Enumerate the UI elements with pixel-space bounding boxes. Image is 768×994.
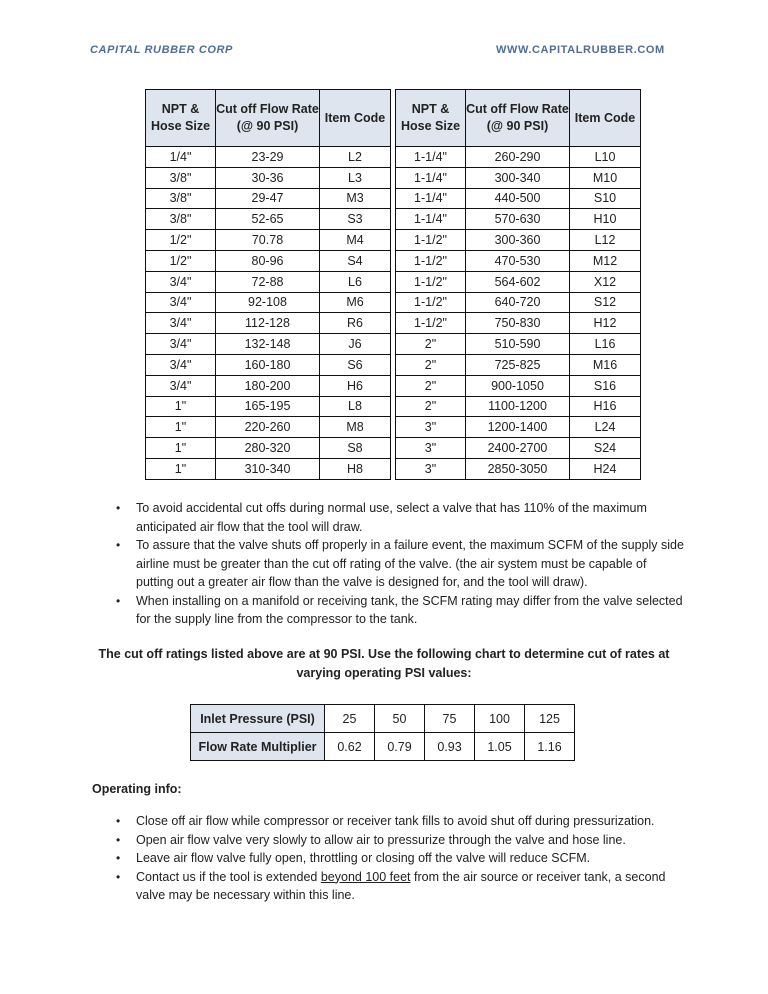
cell-flow-rate: 900-1050 — [466, 375, 570, 396]
cell-flow-rate: 2400-2700 — [466, 438, 570, 459]
cell-hose-size: 1-1/2" — [396, 250, 466, 271]
multiplier-label: Flow Rate Multiplier — [191, 733, 325, 761]
cell-item-code: S8 — [320, 438, 391, 459]
cell-flow-rate: 300-340 — [466, 167, 570, 188]
table-row — [396, 334, 641, 355]
table-row — [396, 396, 641, 417]
cell-flow-rate: 132-148 — [216, 334, 320, 355]
cell-flow-rate: 80-96 — [216, 250, 320, 271]
cell-hose-size: 3/8" — [146, 209, 216, 230]
cell-flow-rate: 180-200 — [216, 375, 320, 396]
table-row — [146, 375, 391, 396]
cell-item-code: H12 — [570, 313, 641, 334]
cell-hose-size: 1-1/2" — [396, 230, 466, 251]
list-item — [114, 536, 684, 592]
cell-hose-size: 1" — [146, 458, 216, 479]
cell-flow-rate: 640-720 — [466, 292, 570, 313]
cell-hose-size: 3/4" — [146, 354, 216, 375]
bullet-icon: • — [116, 851, 121, 865]
col-header-size: NPT & Hose Size — [146, 90, 216, 147]
cell-hose-size: 3/4" — [146, 375, 216, 396]
cell-item-code: L24 — [570, 417, 641, 438]
cell-flow-rate: 2850-3050 — [466, 458, 570, 479]
cell-flow-rate: 310-340 — [216, 458, 320, 479]
col-header-flow: Cut off Flow Rate (@ 90 PSI) — [466, 90, 570, 147]
cell-flow-rate: 30-36 — [216, 167, 320, 188]
table-row — [146, 167, 391, 188]
spec-table-left-body — [146, 147, 391, 480]
bullet-icon: • — [116, 814, 121, 828]
operating-text: Close off air flow while compressor or receiver tank fills to avoid shut off during pressurization. — [136, 814, 655, 828]
col-header-code: Item Code — [570, 90, 641, 147]
pressure-cell: 100 — [475, 705, 525, 733]
cell-flow-rate: 165-195 — [216, 396, 320, 417]
list-item — [114, 831, 684, 850]
cell-item-code: S6 — [320, 354, 391, 375]
table-row — [396, 250, 641, 271]
cell-hose-size: 1-1/4" — [396, 167, 466, 188]
cell-hose-size: 2" — [396, 396, 466, 417]
cell-item-code: M6 — [320, 292, 391, 313]
company-name: CAPITAL RUBBER CORP — [90, 44, 233, 56]
table-row — [146, 396, 391, 417]
cell-hose-size: 2" — [396, 375, 466, 396]
guidance-text: When installing on a manifold or receiving tank, the SCFM rating may differ from the valve selected for the supply line from the compressor to the tank. — [136, 593, 683, 626]
cell-hose-size: 1/2" — [146, 230, 216, 251]
cell-item-code: L12 — [570, 230, 641, 251]
table-row — [146, 209, 391, 230]
cell-item-code: M16 — [570, 354, 641, 375]
cell-item-code: L3 — [320, 167, 391, 188]
cell-hose-size: 3" — [396, 458, 466, 479]
spec-table-left-header — [146, 90, 391, 147]
bullet-icon: • — [116, 501, 121, 515]
operating-text-start: Contact us if the tool is extended — [136, 869, 321, 884]
cell-hose-size: 3/8" — [146, 167, 216, 188]
cell-hose-size: 1-1/4" — [396, 188, 466, 209]
cell-hose-size: 3" — [396, 438, 466, 459]
cell-hose-size: 3/8" — [146, 188, 216, 209]
pressure-cell: 50 — [375, 705, 425, 733]
cell-item-code: R6 — [320, 313, 391, 334]
col-header-code: Item Code — [320, 90, 391, 147]
cell-item-code: M8 — [320, 417, 391, 438]
table-row — [396, 188, 641, 209]
cell-flow-rate: 260-290 — [466, 147, 570, 168]
cell-hose-size: 1" — [146, 396, 216, 417]
table-row — [146, 147, 391, 168]
operating-text: Leave air flow valve fully open, throttling or closing off the valve will reduce SCFM. — [136, 851, 591, 865]
cell-flow-rate: 280-320 — [216, 438, 320, 459]
list-item — [114, 868, 684, 905]
cell-hose-size: 1-1/4" — [396, 209, 466, 230]
guidance-text: To avoid accidental cut offs during normal use, select a valve that has 110% of the maximum anticipated air flow that the tool will draw. — [136, 501, 647, 534]
bullet-icon: • — [116, 832, 121, 847]
cell-flow-rate: 92-108 — [216, 292, 320, 313]
cell-hose-size: 3/4" — [146, 313, 216, 334]
cell-item-code: L10 — [570, 147, 641, 168]
bullet-icon: • — [116, 538, 121, 552]
table-row — [396, 230, 641, 251]
multiplier-cell: 0.62 — [325, 733, 375, 761]
cell-flow-rate: 23-29 — [216, 147, 320, 168]
table-row — [396, 313, 641, 334]
cell-hose-size: 3/4" — [146, 271, 216, 292]
cell-item-code: J6 — [320, 334, 391, 355]
cell-item-code: M12 — [570, 250, 641, 271]
list-item — [114, 849, 684, 868]
col-header-flow: Cut off Flow Rate (@ 90 PSI) — [216, 90, 320, 147]
guidance-text: To assure that the valve shuts off properly in a failure event, the maximum SCFM of the supply side airline must be greater than the cut off rating of the valve. (the air system must be capable of putting out a greater air flow than the valve is designed for, and the tool will draw). — [136, 538, 684, 589]
cell-item-code: H24 — [570, 458, 641, 479]
company-website: WWW.CAPITALRUBBER.COM — [496, 44, 665, 56]
cell-hose-size: 1-1/2" — [396, 271, 466, 292]
table-row — [146, 458, 391, 479]
table-row — [146, 313, 391, 334]
multiplier-cell: 0.79 — [375, 733, 425, 761]
cell-item-code: M4 — [320, 230, 391, 251]
multiplier-cell: 1.05 — [475, 733, 525, 761]
cell-item-code: X12 — [570, 271, 641, 292]
cell-flow-rate: 570-630 — [466, 209, 570, 230]
cell-item-code: M3 — [320, 188, 391, 209]
cell-hose-size: 3" — [396, 417, 466, 438]
col-header-size: NPT & Hose Size — [396, 90, 466, 147]
cell-flow-rate: 160-180 — [216, 354, 320, 375]
cell-flow-rate: 72-88 — [216, 271, 320, 292]
multiplier-cell: 1.16 — [525, 733, 575, 761]
cell-hose-size: 2" — [396, 354, 466, 375]
cell-hose-size: 3/4" — [146, 292, 216, 313]
table-row — [146, 230, 391, 251]
cell-flow-rate: 750-830 — [466, 313, 570, 334]
pressure-cell: 25 — [325, 705, 375, 733]
cell-item-code: S12 — [570, 292, 641, 313]
pressure-cell: 75 — [425, 705, 475, 733]
spec-table-left — [145, 89, 391, 480]
table-row — [146, 292, 391, 313]
spec-table-right-header — [396, 90, 641, 147]
cell-item-code: S10 — [570, 188, 641, 209]
cell-item-code: H16 — [570, 396, 641, 417]
cell-hose-size: 1" — [146, 417, 216, 438]
table-row — [396, 292, 641, 313]
cell-item-code: H8 — [320, 458, 391, 479]
cell-flow-rate: 510-590 — [466, 334, 570, 355]
table-row — [146, 417, 391, 438]
operating-text-underlined: beyond 100 feet — [320, 869, 411, 884]
cell-item-code: L6 — [320, 271, 391, 292]
table-row — [396, 209, 641, 230]
cell-flow-rate: 564-602 — [466, 271, 570, 292]
guidance-list — [114, 499, 684, 629]
table-row — [146, 334, 391, 355]
cell-hose-size: 1-1/2" — [396, 313, 466, 334]
table-row — [146, 354, 391, 375]
cell-item-code: L2 — [320, 147, 391, 168]
cell-item-code: S16 — [570, 375, 641, 396]
pressure-cell: 125 — [525, 705, 575, 733]
multiplier-table — [190, 704, 575, 761]
operating-text-end: from the air source or receiver tank, a second valve may be necessary within this line. — [136, 869, 666, 902]
cell-hose-size: 1" — [146, 438, 216, 459]
list-item — [114, 812, 684, 831]
cell-flow-rate: 1100-1200 — [466, 396, 570, 417]
cell-flow-rate: 70.78 — [216, 230, 320, 251]
cell-hose-size: 1-1/2" — [396, 292, 466, 313]
psi-note: The cut off ratings listed above are at 90 PSI. Use the following chart to determine cut of rates at varying operating PSI values: — [98, 647, 670, 680]
table-row — [146, 250, 391, 271]
table-row — [396, 458, 641, 479]
cell-item-code: H6 — [320, 375, 391, 396]
operating-list — [114, 812, 684, 905]
multiplier-cell: 0.93 — [425, 733, 475, 761]
cell-item-code: M10 — [570, 167, 641, 188]
bullet-icon: • — [116, 869, 121, 884]
cell-item-code: S3 — [320, 209, 391, 230]
cell-flow-rate: 112-128 — [216, 313, 320, 334]
table-row — [396, 147, 641, 168]
table-row — [396, 271, 641, 292]
spec-table-right — [395, 89, 641, 480]
operating-text: Open air flow valve very slowly to allow air to pressurize through the valve and hose line. — [136, 832, 626, 847]
table-row — [396, 167, 641, 188]
cell-hose-size: 3/4" — [146, 334, 216, 355]
cell-flow-rate: 52-65 — [216, 209, 320, 230]
multiplier-row — [191, 733, 575, 761]
cell-flow-rate: 1200-1400 — [466, 417, 570, 438]
cell-flow-rate: 725-825 — [466, 354, 570, 375]
pressure-label: Inlet Pressure (PSI) — [191, 705, 325, 733]
operating-heading: Operating info: — [92, 782, 182, 796]
cell-flow-rate: 220-260 — [216, 417, 320, 438]
cell-flow-rate: 300-360 — [466, 230, 570, 251]
cell-flow-rate: 470-530 — [466, 250, 570, 271]
cell-hose-size: 1-1/4" — [396, 147, 466, 168]
list-item — [114, 499, 684, 536]
table-row — [396, 354, 641, 375]
cell-item-code: S24 — [570, 438, 641, 459]
cell-flow-rate: 29-47 — [216, 188, 320, 209]
table-row — [396, 417, 641, 438]
bullet-icon: • — [116, 593, 121, 608]
table-row — [396, 375, 641, 396]
cell-item-code: L8 — [320, 396, 391, 417]
cell-hose-size: 2" — [396, 334, 466, 355]
cell-flow-rate: 440-500 — [466, 188, 570, 209]
spec-table-right-body — [396, 147, 641, 480]
table-row — [146, 271, 391, 292]
pressure-row — [191, 705, 575, 733]
cell-item-code: S4 — [320, 250, 391, 271]
cell-item-code: L16 — [570, 334, 641, 355]
table-row — [396, 438, 641, 459]
cell-hose-size: 1/2" — [146, 250, 216, 271]
list-item — [114, 592, 684, 629]
cell-hose-size: 1/4" — [146, 147, 216, 168]
cell-item-code: H10 — [570, 209, 641, 230]
table-row — [146, 188, 391, 209]
table-row — [146, 438, 391, 459]
